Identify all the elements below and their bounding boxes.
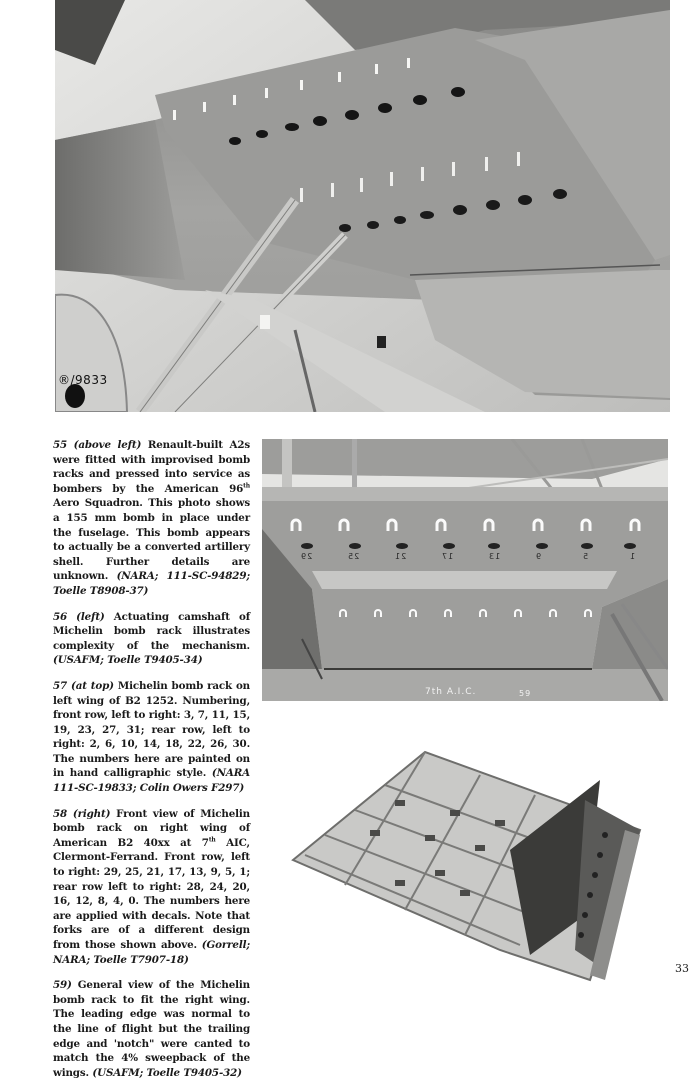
caption-source: (USAFM; Toelle T9405-34) — [53, 654, 203, 667]
caption-55 — [53, 438, 250, 599]
photo-bomb-rack-general-view-image — [285, 740, 650, 990]
caption-text: General view of the Michelin bomb rack to fit the right wing. The leading edge was normal to the line of flight but the trailing edge and 'notch" were canted to match the 4% sweepback of the wings. — [53, 979, 250, 1079]
page-number: 33 — [675, 962, 689, 975]
caption-ref: 57 (at top) — [53, 679, 114, 692]
caption-superscript: th — [208, 836, 216, 844]
caption-text: Michelin bomb rack on left wing of B2 1252. Numbering, front row, left to right: 3, 7, 11, 15, 19, 23, 27, 31; rear row, left to right: 2, 6, 10, 14, 18, 22, 26, 30. The numbers here are painted on in hand calligraphic style. — [53, 679, 250, 780]
caption-text: Actuating camshaft of Michelin bomb rack illustrates complexity of the mechanism. — [53, 610, 250, 652]
bomb-station-number: 13 — [488, 552, 501, 561]
caption-text: Front view of Michelin bomb rack on right wing of American B2 40xx at 7 — [53, 807, 251, 849]
bomb-station-number: 17 — [441, 552, 454, 561]
caption-ref: 59) — [53, 979, 72, 992]
bomb-station-number: 21 — [394, 552, 407, 561]
caption-ref: 55 (above left) — [53, 439, 142, 451]
caption-source: (USAFM; Toelle T9405-32) — [92, 1066, 242, 1079]
caption-58 — [53, 807, 250, 968]
caption-59 — [53, 978, 250, 1080]
caption-text: AIC, Clermont-Ferrand. Front row, left to right: 29, 25, 21, 17, 13, 9, 5, 1; rear row left to right: 28, 24, 20, 16, 12, 8, 4, 0. The numbers here are applied with decals. Note that forks are of a different design from those shown above. — [53, 836, 250, 951]
caption-source: (NARA; 111-SC-94829; Toelle T8908-37) — [53, 570, 250, 597]
bomb-station-number: 29 — [300, 552, 313, 561]
photo-wing-underside-image — [55, 0, 670, 412]
decal-aircraft-number: 59 — [519, 689, 532, 698]
caption-ref: 58 (right) — [53, 807, 111, 820]
caption-source: (NARA 111-SC-19833; Colin Owers F297) — [53, 767, 250, 795]
caption-source: (Gorrell; NARA; Toelle T7907-18) — [53, 939, 250, 966]
decal-unit-marking: 7th A.I.C. — [425, 687, 477, 697]
bomb-station-number: 9 — [535, 552, 542, 561]
caption-superscript: th — [243, 482, 250, 490]
caption-ref: 56 (left) — [53, 610, 105, 623]
caption-column — [53, 438, 250, 1091]
caption-57 — [53, 679, 250, 796]
caption-text: Renault-built A2s were fitted with improvised bomb racks and pressed into service as bombers by the American 96 — [53, 439, 250, 495]
negative-number: ®/9833 — [58, 373, 108, 387]
caption-text: Aero Squadron. This photo shows a 155 mm bomb in place under the fuselage. This bomb appears to actually be a converted artillery shell. Further details are unknown. — [53, 497, 250, 583]
bomb-station-number: 25 — [347, 552, 360, 561]
photo-bomb-rack-front-view — [262, 439, 668, 701]
bomb-station-number: 5 — [582, 552, 589, 561]
bomb-station-number: 1 — [629, 552, 636, 561]
photo-wing-underside — [55, 0, 670, 412]
photo-bomb-rack-front-view-image — [262, 439, 668, 701]
caption-56 — [53, 610, 250, 668]
photo-bomb-rack-general-view — [285, 740, 650, 990]
